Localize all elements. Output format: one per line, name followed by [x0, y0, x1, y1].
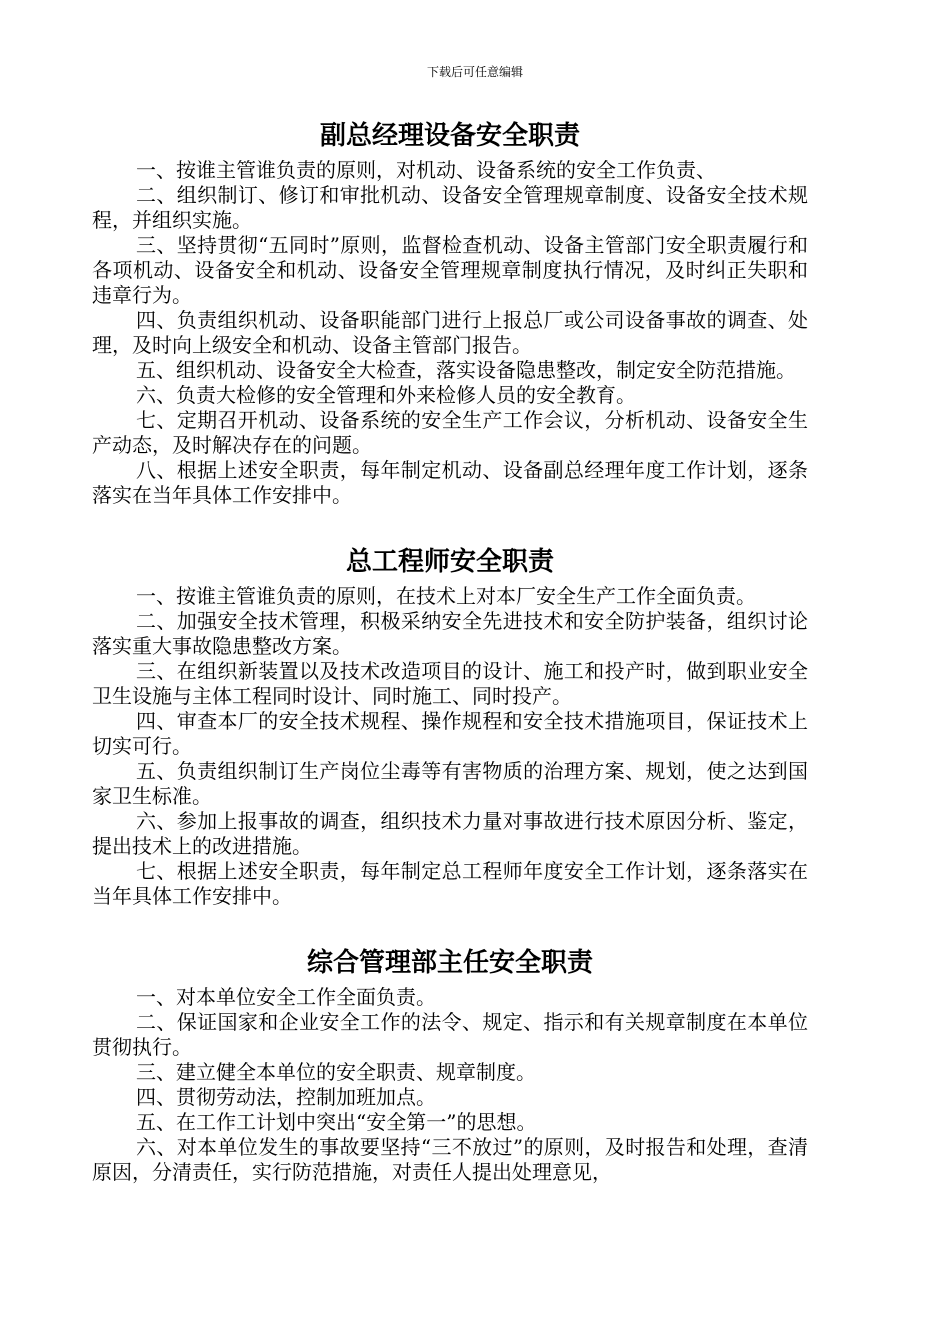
page-header-note: 下载后可任意编辑 — [426, 65, 523, 79]
paragraph: 五、组织机动、设备安全大检查，落实设备隐患整改，制定安全防范措施。 — [136, 358, 796, 382]
section-title: 综合管理部主任安全职责 — [306, 948, 593, 978]
paragraph: 一、按谁主管谁负责的原则，对机动、设备系统的安全工作负责、 — [136, 158, 716, 182]
section-title: 副总经理设备安全职责 — [319, 121, 580, 151]
paragraph: 一、对本单位安全工作全面负责。 — [136, 985, 436, 1009]
paragraph: 四、贯彻劳动法，控制加班加点。 — [136, 1085, 436, 1109]
paragraph: 一、按谁主管谁负责的原则，在技术上对本厂安全生产工作全面负责。 — [136, 584, 756, 608]
paragraph: 四、负责组织机动、设备职能部门进行上报总厂或公司设备事故的调查、处理，及时向上级安全和机动、设备主管部门报告。 — [92, 308, 808, 357]
paragraph: 三、坚持贯彻“五同时”原则，监督检查机动、设备主管部门安全职责履行和各项机动、设备安全和机动、设备安全管理规章制度执行情况，及时纠正失职和违章行为。 — [92, 233, 808, 307]
paragraph: 二、加强安全技术管理，积极采纳安全先进技术和安全防护装备，组织讨论落实重大事故隐患整改方案。 — [92, 609, 808, 658]
document-body — [92, 114, 808, 1185]
paragraph: 五、在工作工计划中突出“安全第一”的思想。 — [136, 1110, 537, 1134]
paragraph: 八、根据上述安全职责，每年制定机动、设备副总经理年度工作计划，逐条落实在当年具体工作安排中。 — [92, 458, 808, 507]
paragraph: 五、负责组织制订生产岗位尘毒等有害物质的治理方案、规划，使之达到国家卫生标准。 — [92, 759, 808, 808]
section-title: 总工程师安全职责 — [345, 547, 554, 577]
paragraph: 六、对本单位发生的事故要坚持“三不放过”的原则，及时报告和处理，查清原因，分清责任，实行防范措施，对责任人提出处理意见， — [92, 1135, 808, 1184]
paragraph: 三、建立健全本单位的安全职责、规章制度。 — [136, 1060, 536, 1084]
paragraph: 六、参加上报事故的调查，组织技术力量对事故进行技术原因分析、鉴定，提出技术上的改进措施。 — [92, 809, 808, 858]
paragraph: 六、负责大检修的安全管理和外来检修人员的安全教育。 — [136, 383, 636, 407]
paragraph: 七、定期召开机动、设备系统的安全生产工作会议，分析机动、设备安全生产动态，及时解决存在的问题。 — [92, 408, 808, 457]
paragraph: 四、审查本厂的安全技术规程、操作规程和安全技术措施项目，保证技术上切实可行。 — [92, 709, 808, 758]
paragraph: 二、组织制订、修订和审批机动、设备安全管理规章制度、设备安全技术规程，并组织实施。 — [92, 183, 808, 232]
section-chief-engineer — [92, 540, 808, 909]
section-admin-director — [92, 941, 808, 1185]
paragraph: 二、保证国家和企业安全工作的法令、规定、指示和有关规章制度在本单位贯彻执行。 — [92, 1010, 808, 1059]
paragraph: 七、根据上述安全职责，每年制定总工程师年度安全工作计划，逐条落实在当年具体工作安排中。 — [92, 859, 808, 908]
paragraph: 三、在组织新装置以及技术改造项目的设计、施工和投产时，做到职业安全卫生设施与主体工程同时设计、同时施工、同时投产。 — [92, 659, 808, 708]
section-deputy-gm — [92, 114, 808, 508]
